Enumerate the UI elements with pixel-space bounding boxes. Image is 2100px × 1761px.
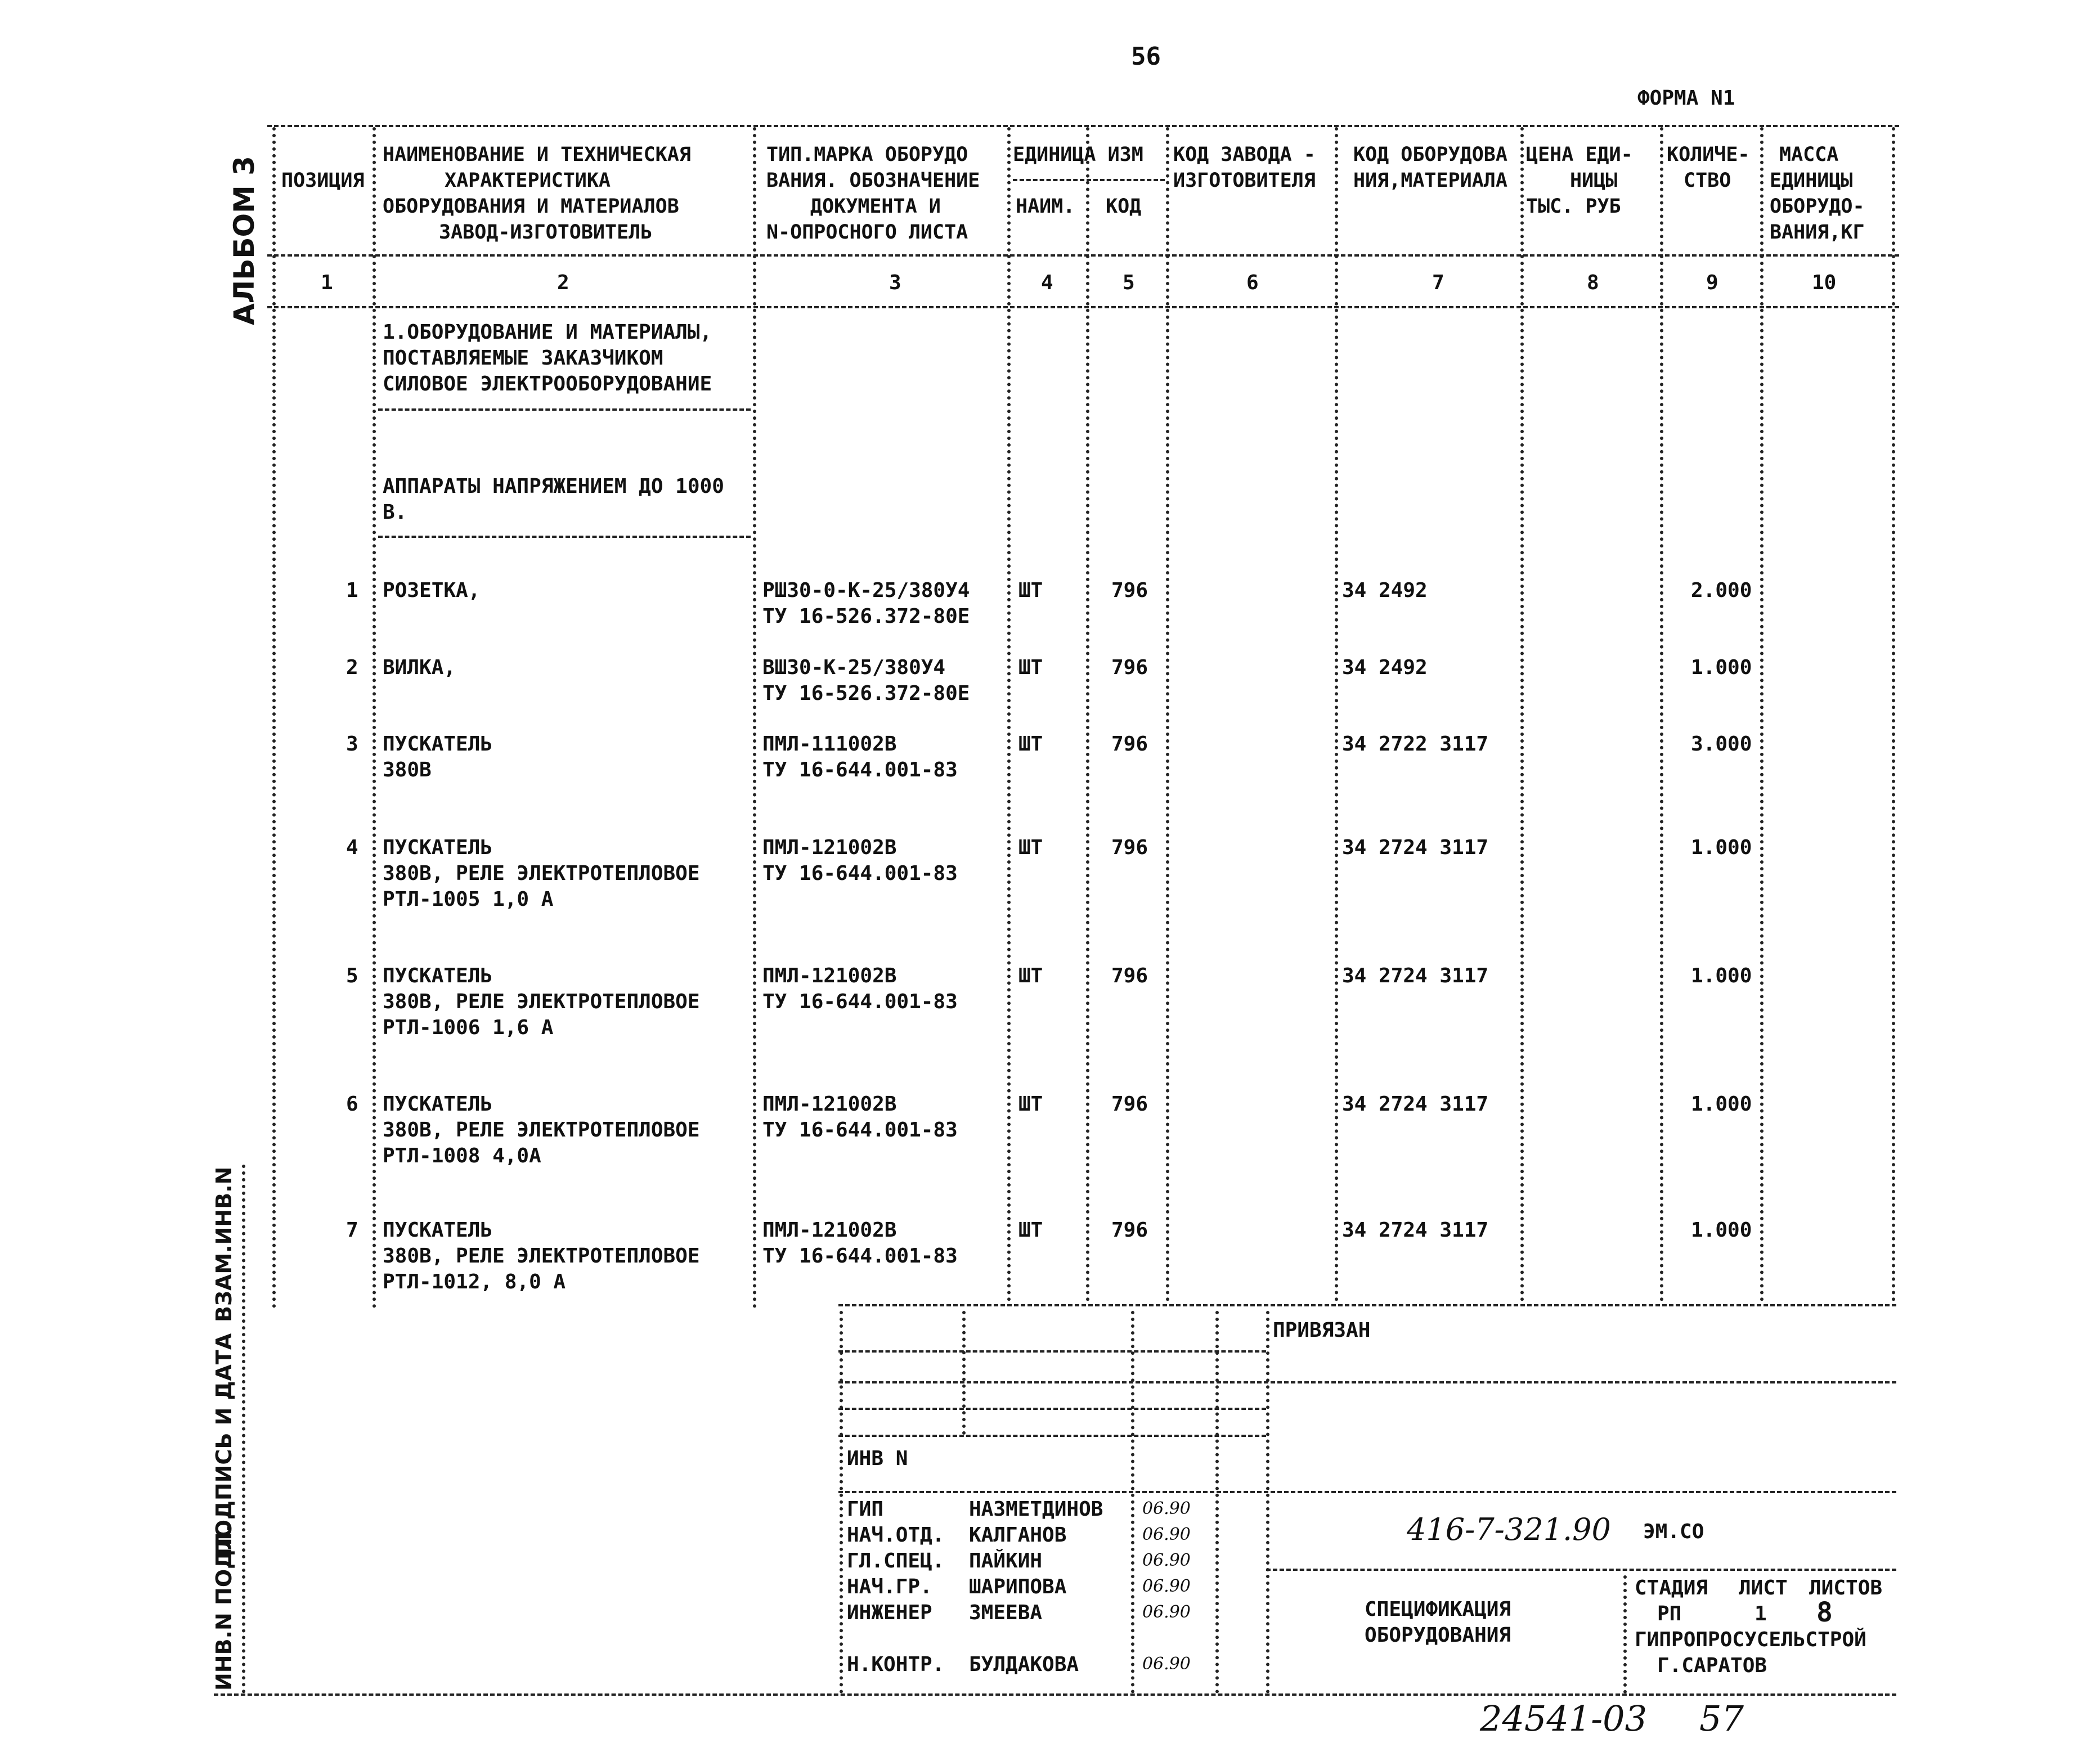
header-col6-l1: КОД ЗАВОДА - [1173, 143, 1316, 166]
col-number-5: 5 [1123, 271, 1135, 294]
row-7-equip-code: 34 2724 3117 [1342, 1219, 1489, 1242]
sig-1-name: НАЗМЕТДИНОВ [969, 1498, 1103, 1521]
col-number-3: 3 [889, 271, 901, 294]
header-col4: НАИМ. [1016, 195, 1075, 218]
sheets-value: 8 [1816, 1597, 1833, 1628]
col-number-1: 1 [321, 271, 333, 294]
sig-5-name: ЗМЕЕВА [969, 1601, 1043, 1624]
section-1-line-2: ПОСТАВЛЯЕМЫЕ ЗАКАЗЧИКОМ [383, 347, 663, 370]
row-6-type-1: ПМЛ-121002В [762, 1093, 897, 1116]
header-col9-l1: КОЛИЧЕ- [1667, 143, 1750, 166]
row-5-equip-code: 34 2724 3117 [1342, 964, 1489, 987]
tb-vline-2 [1131, 1311, 1134, 1693]
row-7-type-2: ТУ 16-644.001-83 [762, 1245, 958, 1268]
row-7-type-1: ПМЛ-121002В [762, 1219, 897, 1242]
tb-grid-rule-6 [1266, 1569, 1896, 1571]
row-3-unit: ШТ [1018, 733, 1043, 756]
side-stamp-vzam: ВЗАМ.ИНВ.N [212, 1166, 236, 1322]
row-2-name-1: ВИЛКА, [383, 656, 456, 679]
header-col2-l1: НАИМЕНОВАНИЕ И ТЕХНИЧЕСКАЯ [383, 143, 691, 166]
col-sep-4 [1086, 127, 1089, 1309]
archive-number: 24541-03 [1480, 1698, 1648, 1739]
sig-6-date: 06.90 [1142, 1654, 1191, 1674]
header-top-rule [267, 125, 1899, 127]
row-7-code: 796 [1111, 1219, 1148, 1242]
row-2-qty: 1.000 [1691, 656, 1752, 679]
tb-vline-1 [962, 1311, 966, 1435]
row-6-equip-code: 34 2724 3117 [1342, 1093, 1489, 1116]
row-2-code: 796 [1111, 656, 1148, 679]
inv-label: ИНВ N [847, 1447, 908, 1470]
row-3-type-1: ПМЛ-111002В [762, 733, 897, 756]
tb-vline-0 [840, 1311, 843, 1693]
tb-grid-rule-4 [838, 1435, 1266, 1437]
row-1-unit: ШТ [1018, 579, 1043, 602]
row-4-name-2: 380В, РЕЛЕ ЭЛЕКТРОТЕПЛОВОЕ [383, 862, 700, 885]
row-1-pos: 1 [346, 579, 358, 602]
col-sep-6 [1335, 127, 1338, 1309]
row-1-code: 796 [1111, 579, 1148, 602]
sheet-value: 1 [1755, 1602, 1767, 1625]
row-4-qty: 1.000 [1691, 836, 1752, 859]
row-3-name-2: 380В [383, 758, 432, 781]
row-3-name-1: ПУСКАТЕЛЬ [383, 733, 493, 756]
col-sep-0 [272, 127, 276, 1309]
header-bottom-rule [267, 306, 1899, 308]
header-col10-l2: ЕДИНИЦЫ [1770, 169, 1853, 192]
page-number: 56 [1131, 42, 1161, 71]
row-6-type-2: ТУ 16-644.001-83 [762, 1118, 958, 1142]
page-bottom-rule [214, 1693, 1896, 1696]
org-name: ГИПРОПРОСУСЕЛЬСТРОЙ [1635, 1628, 1866, 1651]
header-col5: КОД [1106, 195, 1142, 218]
section-2-rule [378, 536, 751, 538]
row-3-qty: 3.000 [1691, 733, 1752, 756]
tb-grid-rule-5 [838, 1491, 1896, 1493]
tb-vline-5 [1623, 1575, 1627, 1693]
footer-page-number: 57 [1699, 1698, 1744, 1739]
row-5-type-1: ПМЛ-121002В [762, 964, 897, 987]
section-1-rule [378, 408, 751, 411]
tb-grid-rule-3 [838, 1408, 1266, 1410]
org-city: Г.САРАТОВ [1657, 1654, 1767, 1677]
row-2-equip-code: 34 2492 [1342, 656, 1428, 679]
header-col8-l1: ЦЕНА ЕДИ- [1526, 143, 1633, 166]
section-1-line-1: 1.ОБОРУДОВАНИЕ И МАТЕРИАЛЫ, [383, 321, 712, 344]
row-6-qty: 1.000 [1691, 1093, 1752, 1116]
doc-suffix: ЭМ.СО [1643, 1520, 1704, 1543]
row-3-pos: 3 [346, 733, 358, 756]
col-sep-5 [1166, 127, 1169, 1309]
row-2-pos: 2 [346, 656, 358, 679]
row-7-name-2: 380В, РЕЛЕ ЭЛЕКТРОТЕПЛОВОЕ [383, 1245, 700, 1268]
sig-2-name: КАЛГАНОВ [969, 1524, 1067, 1547]
row-6-pos: 6 [346, 1093, 358, 1116]
side-stamp-rule [242, 1165, 245, 1693]
row-1-name-1: РОЗЕТКА, [383, 579, 481, 602]
row-5-code: 796 [1111, 964, 1148, 987]
row-4-name-1: ПУСКАТЕЛЬ [383, 836, 493, 859]
row-1-type-2: ТУ 16-526.372-80Е [762, 605, 970, 628]
row-5-name-3: РТЛ-1006 1,6 А [383, 1016, 554, 1039]
header-col45-rule [1013, 179, 1165, 181]
sig-1-date: 06.90 [1142, 1499, 1191, 1519]
header-col10-l3: ОБОРУДО- [1770, 195, 1865, 218]
header-col8-l3: ТЫС. РУБ [1526, 195, 1621, 218]
side-stamp-sign: ПОДПИСЬ И ДАТА [212, 1333, 236, 1556]
row-6-name-3: РТЛ-1008 4,0А [383, 1144, 541, 1167]
sig-1-role: ГИП [847, 1498, 884, 1521]
row-4-name-3: РТЛ-1005 1,0 А [383, 888, 554, 911]
header-col3-l1: ТИП.МАРКА ОБОРУДО [766, 143, 968, 166]
row-1-qty: 2.000 [1691, 579, 1752, 602]
header-col1: ПОЗИЦИЯ [281, 169, 365, 192]
row-3-code: 796 [1111, 733, 1148, 756]
col-sep-9 [1760, 127, 1764, 1309]
row-4-type-1: ПМЛ-121002В [762, 836, 897, 859]
row-6-name-2: 380В, РЕЛЕ ЭЛЕКТРОТЕПЛОВОЕ [383, 1118, 700, 1142]
row-4-pos: 4 [346, 836, 358, 859]
col-sep-8 [1660, 127, 1663, 1309]
sheets-label: ЛИСТОВ [1809, 1576, 1883, 1600]
row-2-type-1: ВШ30-К-25/380У4 [762, 656, 946, 679]
sig-4-date: 06.90 [1142, 1576, 1191, 1596]
col-number-6: 6 [1246, 271, 1259, 294]
row-4-unit: ШТ [1018, 836, 1043, 859]
row-5-unit: ШТ [1018, 964, 1043, 987]
col-sep-3 [1007, 127, 1011, 1309]
row-6-name-1: ПУСКАТЕЛЬ [383, 1093, 493, 1116]
row-3-type-2: ТУ 16-644.001-83 [762, 758, 958, 781]
col-number-8: 8 [1587, 271, 1599, 294]
header-col2-l4: ЗАВОД-ИЗГОТОВИТЕЛЬ [439, 221, 653, 244]
col-number-10: 10 [1812, 271, 1837, 294]
section-2-line-2: В. [383, 501, 407, 524]
row-2-type-2: ТУ 16-526.372-80Е [762, 682, 970, 705]
row-7-name-1: ПУСКАТЕЛЬ [383, 1219, 493, 1242]
col-sep-7 [1520, 127, 1524, 1309]
privyazan-label: ПРИВЯЗАН [1273, 1319, 1371, 1342]
header-col6-l2: ИЗГОТОВИТЕЛЯ [1173, 169, 1316, 192]
sig-5-role: ИНЖЕНЕР [847, 1601, 932, 1624]
row-7-name-3: РТЛ-1012, 8,0 А [383, 1270, 566, 1293]
row-6-code: 796 [1111, 1093, 1148, 1116]
doc-code: 416-7-321.90 [1407, 1512, 1611, 1547]
header-mid-rule [267, 254, 1899, 257]
tb-vline-3 [1215, 1311, 1219, 1693]
row-7-pos: 7 [346, 1219, 358, 1242]
section-1-line-3: СИЛОВОЕ ЭЛЕКТРООБОРУДОВАНИЕ [383, 372, 712, 396]
header-col9-l2: СТВО [1684, 169, 1731, 192]
row-4-equip-code: 34 2724 3117 [1342, 836, 1489, 859]
tb-vline-4 [1266, 1311, 1269, 1693]
header-col3-l4: N-ОПРОСНОГО ЛИСТА [766, 221, 968, 244]
sig-4-name: ШАРИПОВА [969, 1575, 1067, 1598]
stage-label: СТАДИЯ [1635, 1576, 1708, 1600]
sig-5-date: 06.90 [1142, 1602, 1191, 1622]
header-col3-l3: ДОКУМЕНТА И [810, 195, 941, 218]
col-number-7: 7 [1432, 271, 1444, 294]
sig-6-role: Н.КОНТР. [847, 1653, 945, 1676]
row-5-qty: 1.000 [1691, 964, 1752, 987]
sig-3-date: 06.90 [1142, 1551, 1191, 1570]
tb-grid-rule-2 [838, 1381, 1896, 1383]
col-number-4: 4 [1041, 271, 1053, 294]
stage-value: РП [1657, 1602, 1682, 1625]
header-col8-l2: НИЦЫ [1570, 169, 1618, 192]
row-5-pos: 5 [346, 964, 358, 987]
row-6-unit: ШТ [1018, 1093, 1043, 1116]
form-label: ФОРМА N1 [1637, 87, 1735, 110]
album-label: АЛЬБОМ 3 [228, 156, 261, 325]
row-5-name-2: 380В, РЕЛЕ ЭЛЕКТРОТЕПЛОВОЕ [383, 990, 700, 1013]
row-7-unit: ШТ [1018, 1219, 1043, 1242]
col-sep-2 [753, 127, 756, 1309]
sig-2-role: НАЧ.ОТД. [847, 1524, 945, 1547]
row-4-code: 796 [1111, 836, 1148, 859]
doc-title-2: ОБОРУДОВАНИЯ [1365, 1624, 1511, 1647]
col-number-2: 2 [557, 271, 569, 294]
header-col2-l2: ХАРАКТЕРИСТИКА [445, 169, 611, 192]
tb-grid-rule-1 [838, 1350, 1266, 1353]
row-2-unit: ШТ [1018, 656, 1043, 679]
row-5-type-2: ТУ 16-644.001-83 [762, 990, 958, 1013]
row-1-type-1: РШ30-0-К-25/380У4 [762, 579, 970, 602]
sig-2-date: 06.90 [1142, 1525, 1191, 1544]
header-col7-l1: КОД ОБОРУДОВА [1353, 143, 1507, 166]
title-block-top-rule [838, 1304, 1896, 1306]
row-4-type-2: ТУ 16-644.001-83 [762, 862, 958, 885]
header-col45-top: ЕДИНИЦА ИЗМ [1013, 143, 1143, 166]
header-col3-l2: ВАНИЯ. ОБОЗНАЧЕНИЕ [766, 169, 980, 192]
col-sep-10 [1892, 127, 1895, 1309]
col-sep-1 [373, 127, 376, 1309]
row-1-equip-code: 34 2492 [1342, 579, 1428, 602]
section-2-line-1: АППАРАТЫ НАПРЯЖЕНИЕМ ДО 1000 [383, 475, 724, 498]
header-col10-l4: ВАНИЯ,КГ [1770, 221, 1865, 244]
doc-title-1: СПЕЦИФИКАЦИЯ [1365, 1598, 1511, 1621]
header-col7-l2: НИЯ,МАТЕРИАЛА [1353, 169, 1507, 192]
header-col2-l3: ОБОРУДОВАНИЯ И МАТЕРИАЛОВ [383, 195, 679, 218]
row-5-name-1: ПУСКАТЕЛЬ [383, 964, 493, 987]
sheet-label: ЛИСТ [1739, 1576, 1788, 1600]
header-col10-l1: МАССА [1779, 143, 1839, 166]
row-7-qty: 1.000 [1691, 1219, 1752, 1242]
col-number-9: 9 [1706, 271, 1718, 294]
sig-6-name: БУЛДАКОВА [969, 1653, 1079, 1676]
sig-3-name: ПАЙКИН [969, 1549, 1043, 1573]
sig-4-role: НАЧ.ГР. [847, 1575, 932, 1598]
side-stamp-inv: ИНВ.N ПОДЛ. [212, 1524, 236, 1691]
sig-3-role: ГЛ.СПЕЦ. [847, 1549, 945, 1573]
row-3-equip-code: 34 2722 3117 [1342, 733, 1489, 756]
